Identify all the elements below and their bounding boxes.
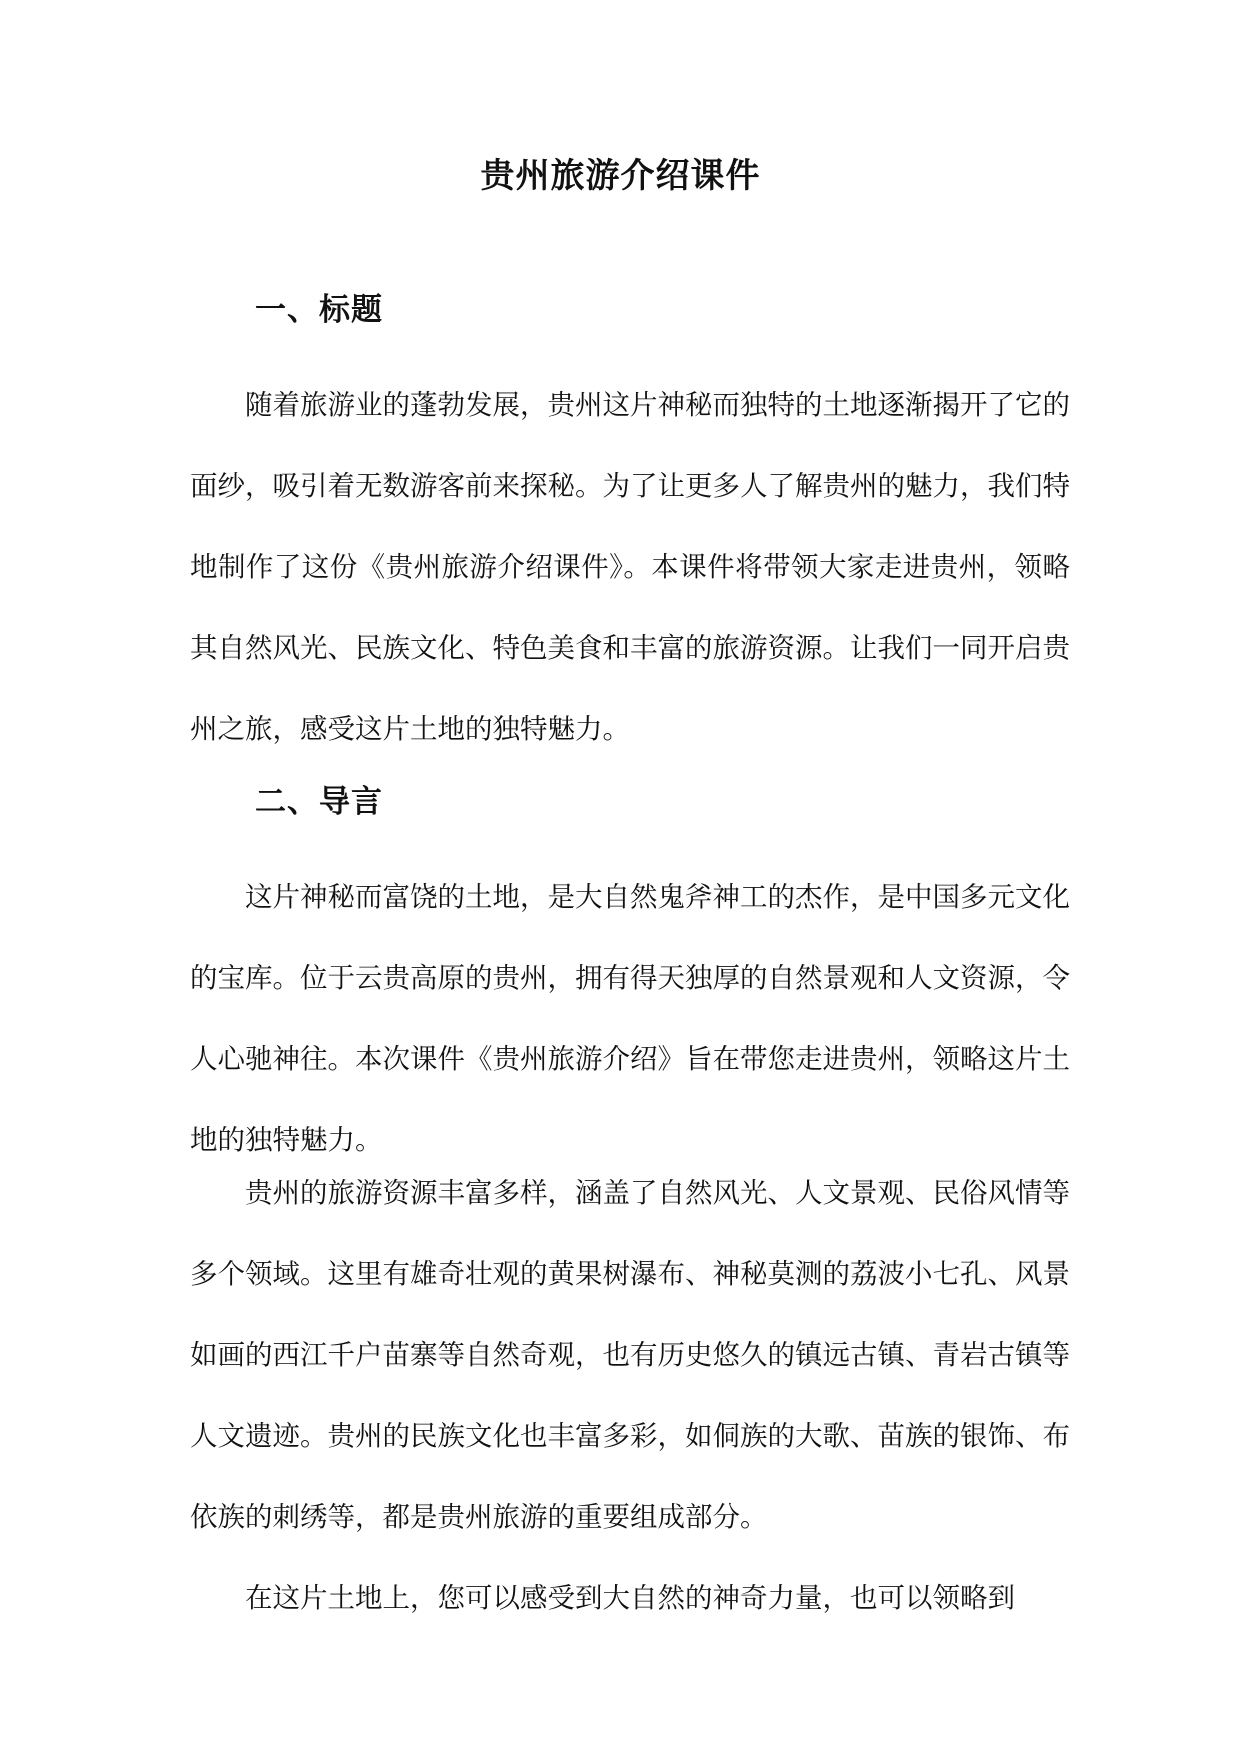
paragraph-preface-2: 贵州的旅游资源丰富多样，涵盖了自然风光、人文景观、民俗风情等多个领域。这里有雄奇壮观的黄果树瀑布、神秘莫测的荔波小七孔、风景如画的西江千户苗寨等自然奇观，也有历史悠久的镇远古镇、青岩古镇等人文遗迹。贵州的民族文化也丰富多彩，如侗族的大歌、苗族的银饰、布依族的刺绣等，都是贵州旅游的重要组成部分。 [190, 1177, 1070, 1533]
document-title: 贵州旅游介绍课件 [480, 156, 761, 196]
paragraph-preface-1: 这片神秘而富饶的土地，是大自然鬼斧神工的杰作，是中国多元文化的宝库。位于云贵高原的贵州，拥有得天独厚的自然景观和人文资源，令人心驰神往。本次课件《贵州旅游介绍》旨在带您走进贵州，领略这片土地的独特魅力。 [190, 881, 1070, 1156]
paragraph-intro: 随着旅游业的蓬勃发展，贵州这片神秘而独特的土地逐渐揭开了它的面纱，吸引着无数游客前来探秘。为了让更多人了解贵州的魅力，我们特地制作了这份《贵州旅游介绍课件》。本课件将带领大家走进贵州，领略其自然风光、民族文化、特色美食和丰富的旅游资源。让我们一同开启贵州之旅，感受这片土地的独特魅力。 [190, 389, 1070, 745]
section-heading-preface: 二、导言 [255, 784, 383, 820]
paragraph-preface-3: 在这片土地上，您可以感受到大自然的神奇力量，也可以领略到 [245, 1582, 1015, 1614]
section-heading-title: 一、标题 [255, 292, 383, 328]
